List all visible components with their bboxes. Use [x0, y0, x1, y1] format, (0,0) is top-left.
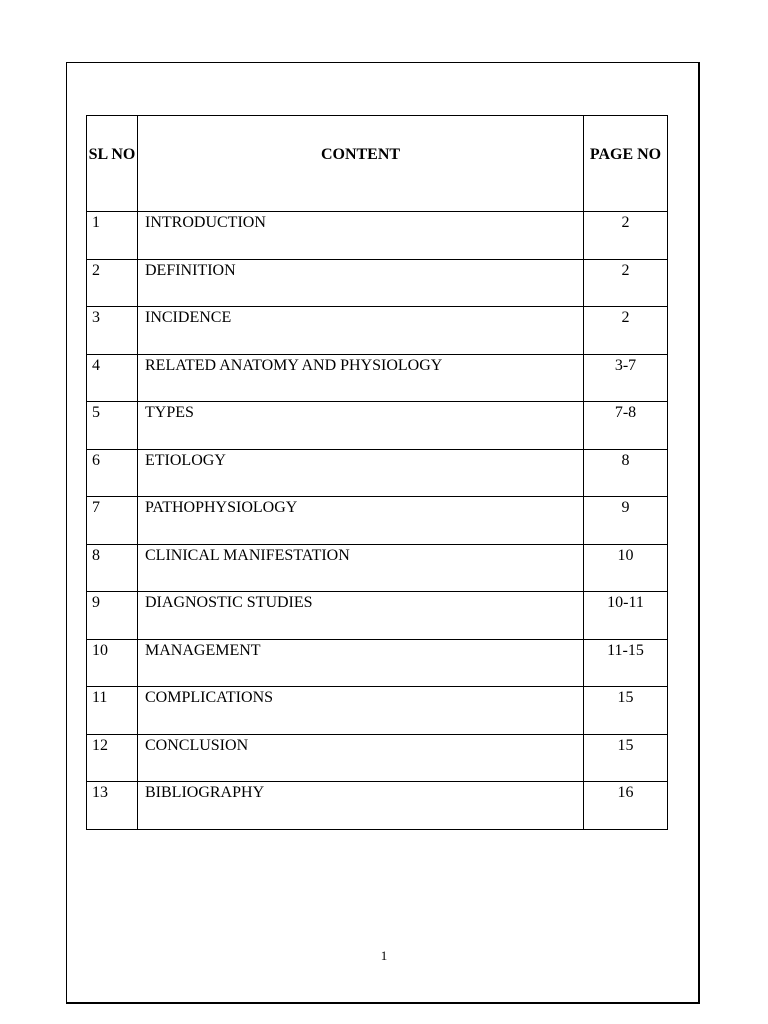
row-content: CLINICAL MANIFESTATION — [138, 544, 584, 592]
table-row — [87, 687, 668, 735]
row-sl: 11 — [87, 687, 138, 735]
row-sl: 5 — [87, 402, 138, 450]
row-page: 7-8 — [584, 402, 668, 450]
row-sl: 6 — [87, 449, 138, 497]
row-content: BIBLIOGRAPHY — [138, 782, 584, 830]
page-number: 1 — [380, 948, 388, 963]
row-page: 3-7 — [584, 354, 668, 402]
row-sl: 4 — [87, 354, 138, 402]
row-page: 15 — [584, 687, 668, 735]
row-sl: 7 — [87, 497, 138, 545]
table-row — [87, 259, 668, 307]
row-content: DIAGNOSTIC STUDIES — [138, 592, 584, 640]
row-page: 2 — [584, 307, 668, 355]
row-content: COMPLICATIONS — [138, 687, 584, 735]
table-of-contents — [86, 115, 668, 830]
row-page: 2 — [584, 259, 668, 307]
row-content: DEFINITION — [138, 259, 584, 307]
row-page: 16 — [584, 782, 668, 830]
table-row — [87, 497, 668, 545]
row-page: 11-15 — [584, 639, 668, 687]
row-content: CONCLUSION — [138, 734, 584, 782]
header-sl-no: SL NO — [87, 116, 138, 212]
row-page: 9 — [584, 497, 668, 545]
row-sl: 2 — [87, 259, 138, 307]
row-sl: 9 — [87, 592, 138, 640]
table-row — [87, 307, 668, 355]
row-page: 2 — [584, 212, 668, 260]
row-page: 15 — [584, 734, 668, 782]
row-content: TYPES — [138, 402, 584, 450]
row-content: ETIOLOGY — [138, 449, 584, 497]
row-content: PATHOPHYSIOLOGY — [138, 497, 584, 545]
row-content: INCIDENCE — [138, 307, 584, 355]
header-page-no: PAGE NO — [584, 116, 668, 212]
table-row — [87, 734, 668, 782]
header-content: CONTENT — [138, 116, 584, 212]
table-row — [87, 402, 668, 450]
table-row — [87, 449, 668, 497]
row-sl: 12 — [87, 734, 138, 782]
table-header-row — [87, 116, 668, 212]
table-row — [87, 639, 668, 687]
table-row — [87, 354, 668, 402]
table-row — [87, 592, 668, 640]
row-sl: 1 — [87, 212, 138, 260]
row-content: INTRODUCTION — [138, 212, 584, 260]
row-page: 10 — [584, 544, 668, 592]
row-page: 8 — [584, 449, 668, 497]
row-sl: 13 — [87, 782, 138, 830]
row-sl: 10 — [87, 639, 138, 687]
row-sl: 8 — [87, 544, 138, 592]
row-content: MANAGEMENT — [138, 639, 584, 687]
row-sl: 3 — [87, 307, 138, 355]
table-row — [87, 544, 668, 592]
table-row — [87, 212, 668, 260]
row-content: RELATED ANATOMY AND PHYSIOLOGY — [138, 354, 584, 402]
table-row — [87, 782, 668, 830]
row-page: 10-11 — [584, 592, 668, 640]
